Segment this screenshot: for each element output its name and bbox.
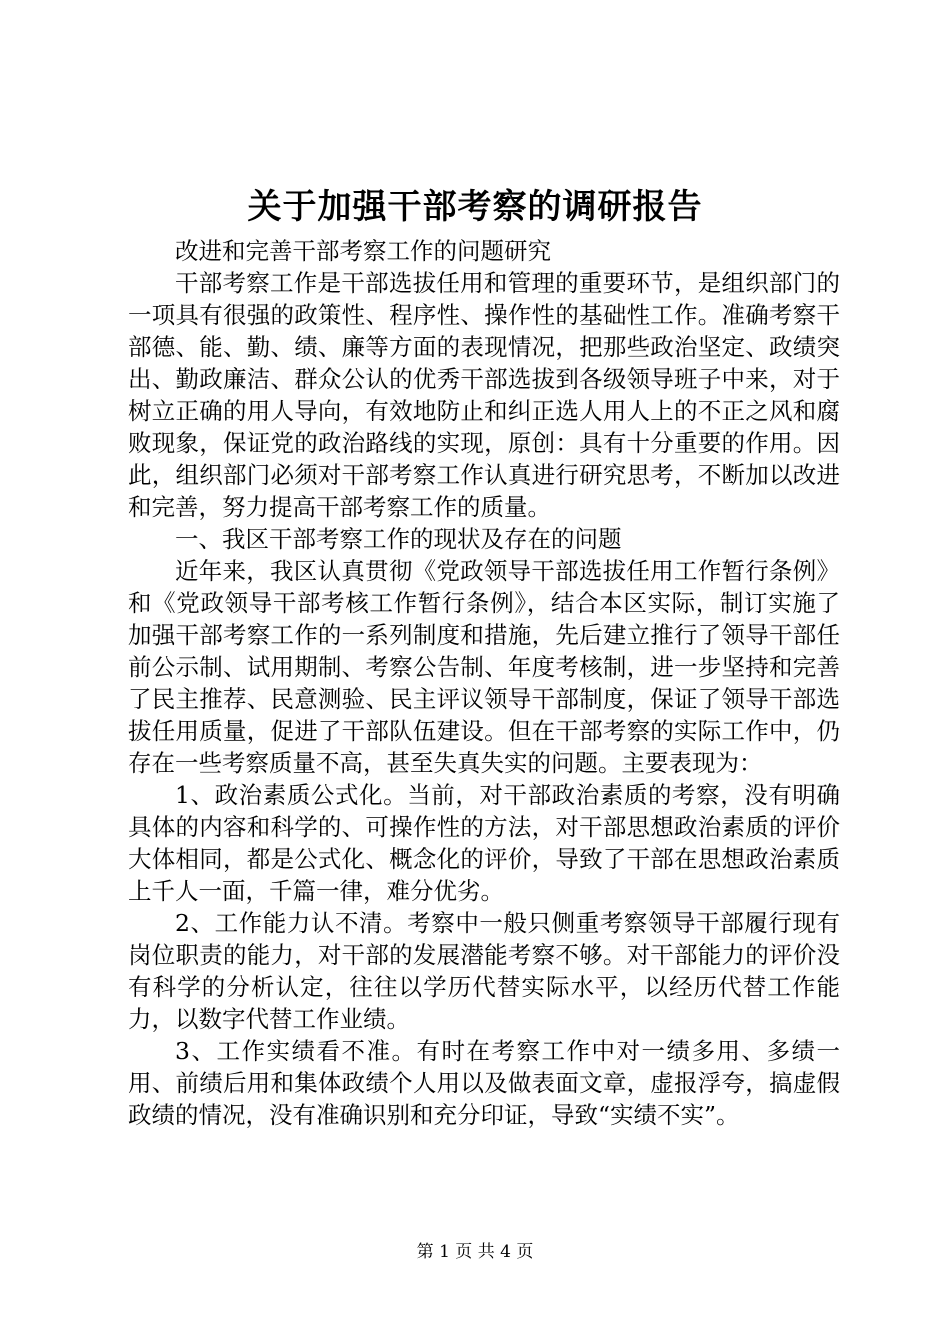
paragraph-point-2: 2、工作能力认不清。考察中一般只侧重考察领导干部履行现有岗位职责的能力，对干部的发展潜能考察不够。对干部能力的评价没有科学的分析认定，往往以学历代替实际水平，以经历代替工作能力，以数字代替工作业绩。: [128, 909, 840, 1033]
document-body: [128, 235, 840, 1131]
document-title: 关于加强干部考察的调研报告: [247, 187, 703, 227]
section-heading-1: 一、我区干部考察工作的现状及存在的问题: [175, 525, 622, 553]
document-subtitle: 改进和完善干部考察工作的问题研究: [175, 237, 551, 265]
paragraph-status: 近年来，我区认真贯彻《党政领导干部选拔任用工作暂行条例》和《党政领导干部考核工作暂行条例》，结合本区实际，制订实施了加强干部考察工作的一系列制度和措施，先后建立推行了领导干部任前公示制、试用期制、考察公告制、年度考核制，进一步坚持和完善了民主推荐、民意测验、民主评议领导干部制度，保证了领导干部选拔任用质量，促进了干部队伍建设。但在干部考察的实际工作中，仍存在一些考察质量不高，甚至失真失实的问题。主要表现为：: [128, 557, 840, 777]
page-number-footer: 第 1 页 共 4 页: [416, 1242, 534, 1262]
paragraph-intro: 干部考察工作是干部选拔任用和管理的重要环节，是组织部门的一项具有很强的政策性、程序性、操作性的基础性工作。准确考察干部德、能、勤、绩、廉等方面的表现情况，把那些政治坚定、政绩突出、勤政廉洁、群众公认的优秀干部选拔到各级领导班子中来，对于树立正确的用人导向，有效地防止和纠正选人用人上的不正之风和腐败现象，保证党的政治路线的实现，原创：具有十分重要的作用。因此，组织部门必须对干部考察工作认真进行研究思考，不断加以改进和完善，努力提高干部考察工作的质量。: [128, 269, 840, 521]
paragraph-point-3: 3、工作实绩看不准。有时在考察工作中对一绩多用、多绩一用、前绩后用和集体政绩个人用以及做表面文章，虚报浮夸，搞虚假政绩的情况，没有准确识别和充分印证，导致“实绩不实”。: [128, 1037, 840, 1129]
paragraph-point-1: 1、政治素质公式化。当前，对干部政治素质的考察，没有明确具体的内容和科学的、可操作性的方法，对干部思想政治素质的评价大体相同，都是公式化、概念化的评价，导致了干部在思想政治素质上千人一面，千篇一律，难分优劣。: [128, 781, 840, 905]
